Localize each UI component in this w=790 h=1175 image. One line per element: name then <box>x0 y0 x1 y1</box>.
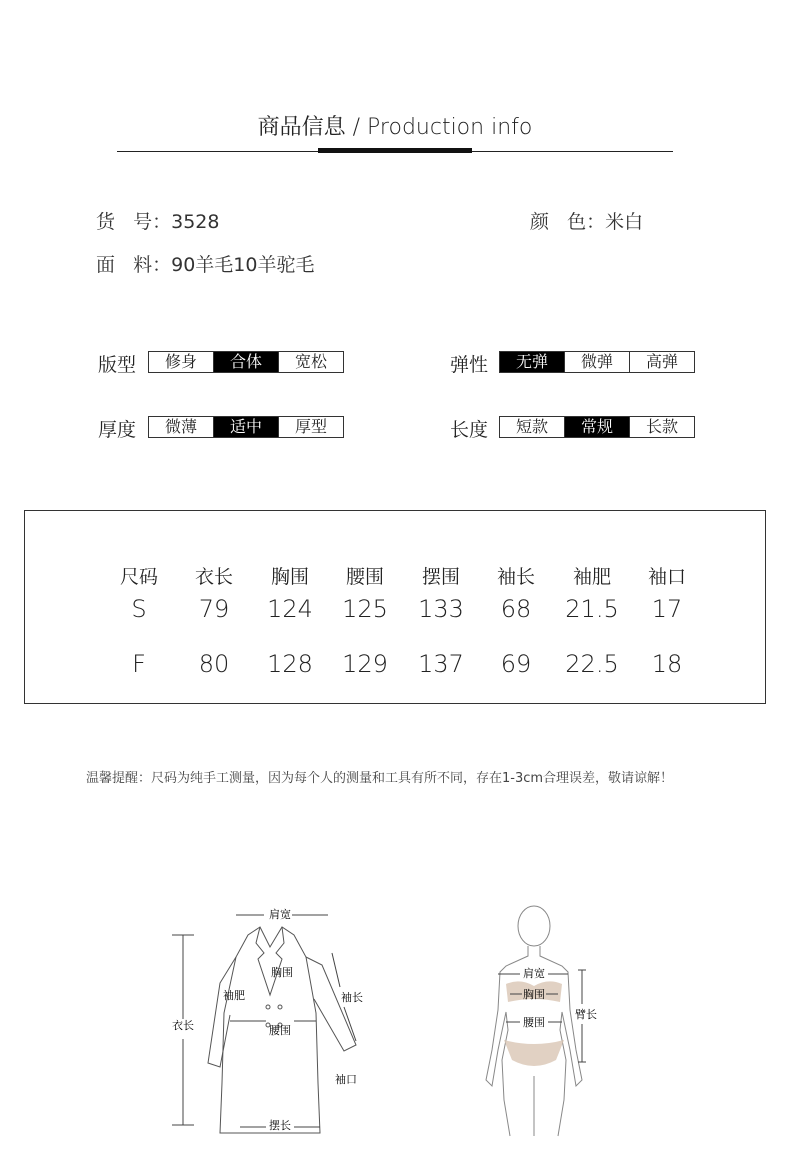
elasticity-option: 高弹 <box>629 352 694 372</box>
color-info <box>530 207 643 234</box>
color-label: 颜 色： <box>530 211 606 233</box>
size-table-header: 袖口 <box>647 566 686 588</box>
size-table-cell: S <box>131 595 147 623</box>
measurement-notice: 温馨提醒：尺码为纯手工测量，因为每个人的测量和工具有所不同，存在1-3cm合理误差，敬请谅解！ <box>86 771 674 786</box>
size-table-cell: 17 <box>651 595 683 623</box>
size-table-cell: 21.5 <box>565 595 619 623</box>
item-number-value: 3528 <box>171 211 220 233</box>
fit-selector <box>148 351 344 373</box>
elasticity-option: 无弹 <box>500 352 564 372</box>
color-value: 米白 <box>605 211 644 233</box>
body-chest-label: 胸围 <box>523 988 545 1001</box>
length-option: 长款 <box>629 417 694 437</box>
size-table-cell: 68 <box>500 595 532 623</box>
coat-cuff-label: 袖口 <box>335 1073 357 1086</box>
size-table-cell: F <box>132 650 146 678</box>
material-label: 面 料： <box>96 254 172 276</box>
thickness-label: 厚度 <box>98 419 137 441</box>
length-selector <box>499 416 695 438</box>
fit-option: 宽松 <box>278 352 343 372</box>
coat-hem-label: 摆长 <box>269 1119 291 1132</box>
coat-shoulder-label: 肩宽 <box>269 908 291 921</box>
item-number <box>96 207 219 234</box>
body-shoulder-label: 肩宽 <box>523 967 545 980</box>
elasticity-selector <box>499 351 695 373</box>
thickness-option: 厚型 <box>278 417 343 437</box>
elasticity-label: 弹性 <box>450 354 489 376</box>
coat-sleeve-length-label: 袖长 <box>341 991 363 1004</box>
size-table-header: 衣长 <box>194 566 233 588</box>
size-table-cell: 22.5 <box>565 650 619 678</box>
body-arm-label: 臂长 <box>575 1008 597 1021</box>
thickness-option: 适中 <box>213 417 278 437</box>
body-measurement-diagram <box>470 900 620 1140</box>
size-table-header: 袖肥 <box>572 566 611 588</box>
page-title: 商品信息 / Production info <box>257 115 533 140</box>
size-table-header: 摆围 <box>421 566 460 588</box>
thickness-option: 微薄 <box>164 417 197 436</box>
size-table-cell: 124 <box>267 595 313 623</box>
title-accent-bar <box>318 148 472 153</box>
coat-sleeve-width-label: 袖肥 <box>223 989 245 1002</box>
thickness-selector <box>148 416 344 438</box>
fit-option: 合体 <box>213 352 278 372</box>
size-table-header: 袖长 <box>496 566 535 588</box>
size-table-cell: 133 <box>418 595 464 623</box>
size-table-cell: 128 <box>267 650 313 678</box>
size-table-cell: 18 <box>651 650 683 678</box>
coat-waist-label: 腰围 <box>269 1024 291 1037</box>
elasticity-option: 微弹 <box>564 352 629 372</box>
coat-length-label: 衣长 <box>172 1019 194 1032</box>
body-waist-label: 腰围 <box>523 1016 545 1029</box>
material-value: 90羊毛10羊驼毛 <box>171 254 315 276</box>
size-table-header: 腰围 <box>345 566 384 588</box>
item-number-label: 货 号： <box>96 211 172 233</box>
size-table-cell: 80 <box>198 650 230 678</box>
length-option: 常规 <box>564 417 629 437</box>
length-option: 短款 <box>515 417 548 436</box>
fit-option: 修身 <box>164 352 197 371</box>
size-table-cell: 79 <box>198 595 230 623</box>
coat-measurement-diagram <box>160 895 380 1145</box>
coat-chest-label: 胸围 <box>271 966 293 979</box>
fit-label: 版型 <box>98 354 137 376</box>
size-table-cell: 69 <box>500 650 532 678</box>
size-table-header: 尺码 <box>119 566 158 588</box>
size-table-header: 胸围 <box>270 566 309 588</box>
length-label: 长度 <box>450 419 489 441</box>
size-table-cell: 137 <box>418 650 464 678</box>
size-table-cell: 125 <box>342 595 388 623</box>
size-table-cell: 129 <box>342 650 388 678</box>
material-info <box>96 250 314 277</box>
